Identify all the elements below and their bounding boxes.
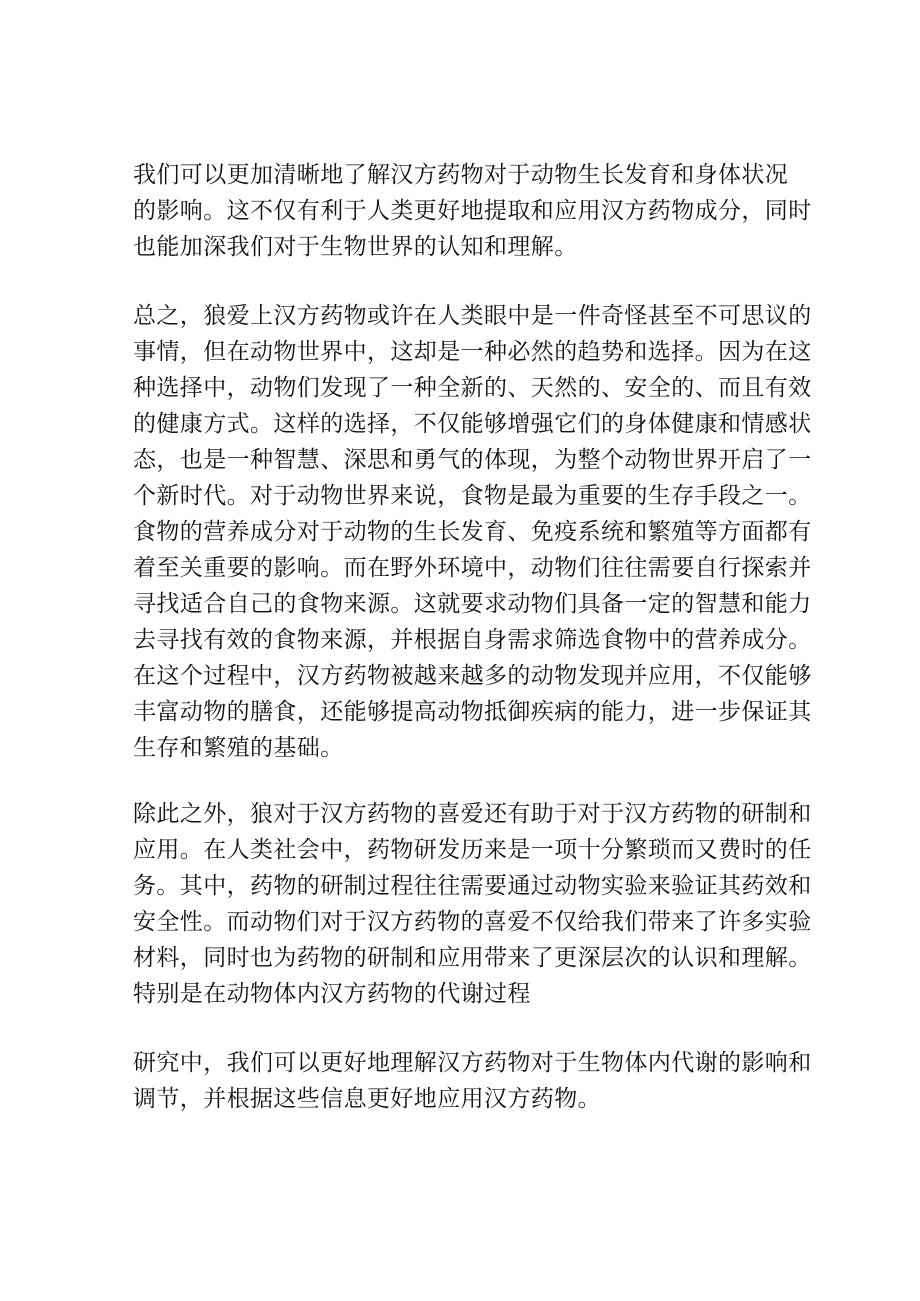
paragraph-line: 安全性。而动物们对于汉方药物的喜爱不仅给我们带来了许多实验 — [133, 909, 812, 935]
paragraph-line: 研究中，我们可以更好地理解汉方药物对于生物体内代谢的影响和 — [133, 1050, 812, 1076]
paragraph-line: 应用。在人类社会中，药物研发历来是一项十分繁琐而又费时的任 — [133, 837, 812, 863]
paragraph-line: 的影响。这不仅有利于人类更好地提取和应用汉方药物成分，同时 — [133, 198, 812, 224]
paragraph-line: 总之，狼爱上汉方药物或许在人类眼中是一件奇怪甚至不可思议的 — [133, 303, 812, 329]
paragraph-3 — [133, 796, 813, 1012]
paragraph-line: 特别是在动物体内汉方药物的代谢过程 — [133, 981, 531, 1007]
paragraph-line: 去寻找有效的食物来源，并根据自身需求筛选食物中的营养成分。 — [133, 627, 812, 653]
paragraph-4 — [133, 1045, 813, 1117]
paragraph-line: 着至关重要的影响。而在野外环境中，动物们往往需要自行探索并 — [133, 555, 812, 581]
paragraph-line: 也能加深我们对于生物世界的认知和理解。 — [133, 234, 578, 260]
paragraph-line: 的健康方式。这样的选择，不仅能够增强它们的身体健康和情感状 — [133, 411, 812, 437]
paragraph-line: 务。其中，药物的研制过程往往需要通过动物实验来验证其药效和 — [133, 873, 812, 899]
paragraph-line: 我们可以更加清晰地了解汉方药物对于动物生长发育和身体状况 — [133, 162, 789, 188]
paragraph-line: 调节，并根据这些信息更好地应用汉方药物。 — [133, 1086, 601, 1112]
paragraph-line: 态，也是一种智慧、深思和勇气的体现，为整个动物世界开启了一 — [133, 447, 812, 473]
paragraph-line: 丰富动物的膳食，还能够提高动物抵御疾病的能力，进一步保证其 — [133, 699, 812, 725]
paragraph-line: 生存和繁殖的基础。 — [133, 735, 344, 761]
paragraph-line: 事情，但在动物世界中，这却是一种必然的趋势和选择。因为在这 — [133, 339, 812, 365]
paragraph-1 — [133, 157, 813, 265]
paragraph-line: 材料，同时也为药物的研制和应用带来了更深层次的认识和理解。 — [133, 945, 812, 971]
paragraph-line: 除此之外，狼对于汉方药物的喜爱还有助于对于汉方药物的研制和 — [133, 801, 812, 827]
paragraph-line: 寻找适合自己的食物来源。这就要求动物们具备一定的智慧和能力 — [133, 591, 812, 617]
paragraph-line: 食物的营养成分对于动物的生长发育、免疫系统和繁殖等方面都有 — [133, 519, 812, 545]
paragraph-line: 种选择中，动物们发现了一种全新的、天然的、安全的、而且有效 — [133, 375, 812, 401]
paragraph-line: 在这个过程中，汉方药物被越来越多的动物发现并应用，不仅能够 — [133, 663, 812, 689]
paragraph-line: 个新时代。对于动物世界来说，食物是最为重要的生存手段之一。 — [133, 483, 812, 509]
paragraph-2 — [133, 298, 813, 766]
